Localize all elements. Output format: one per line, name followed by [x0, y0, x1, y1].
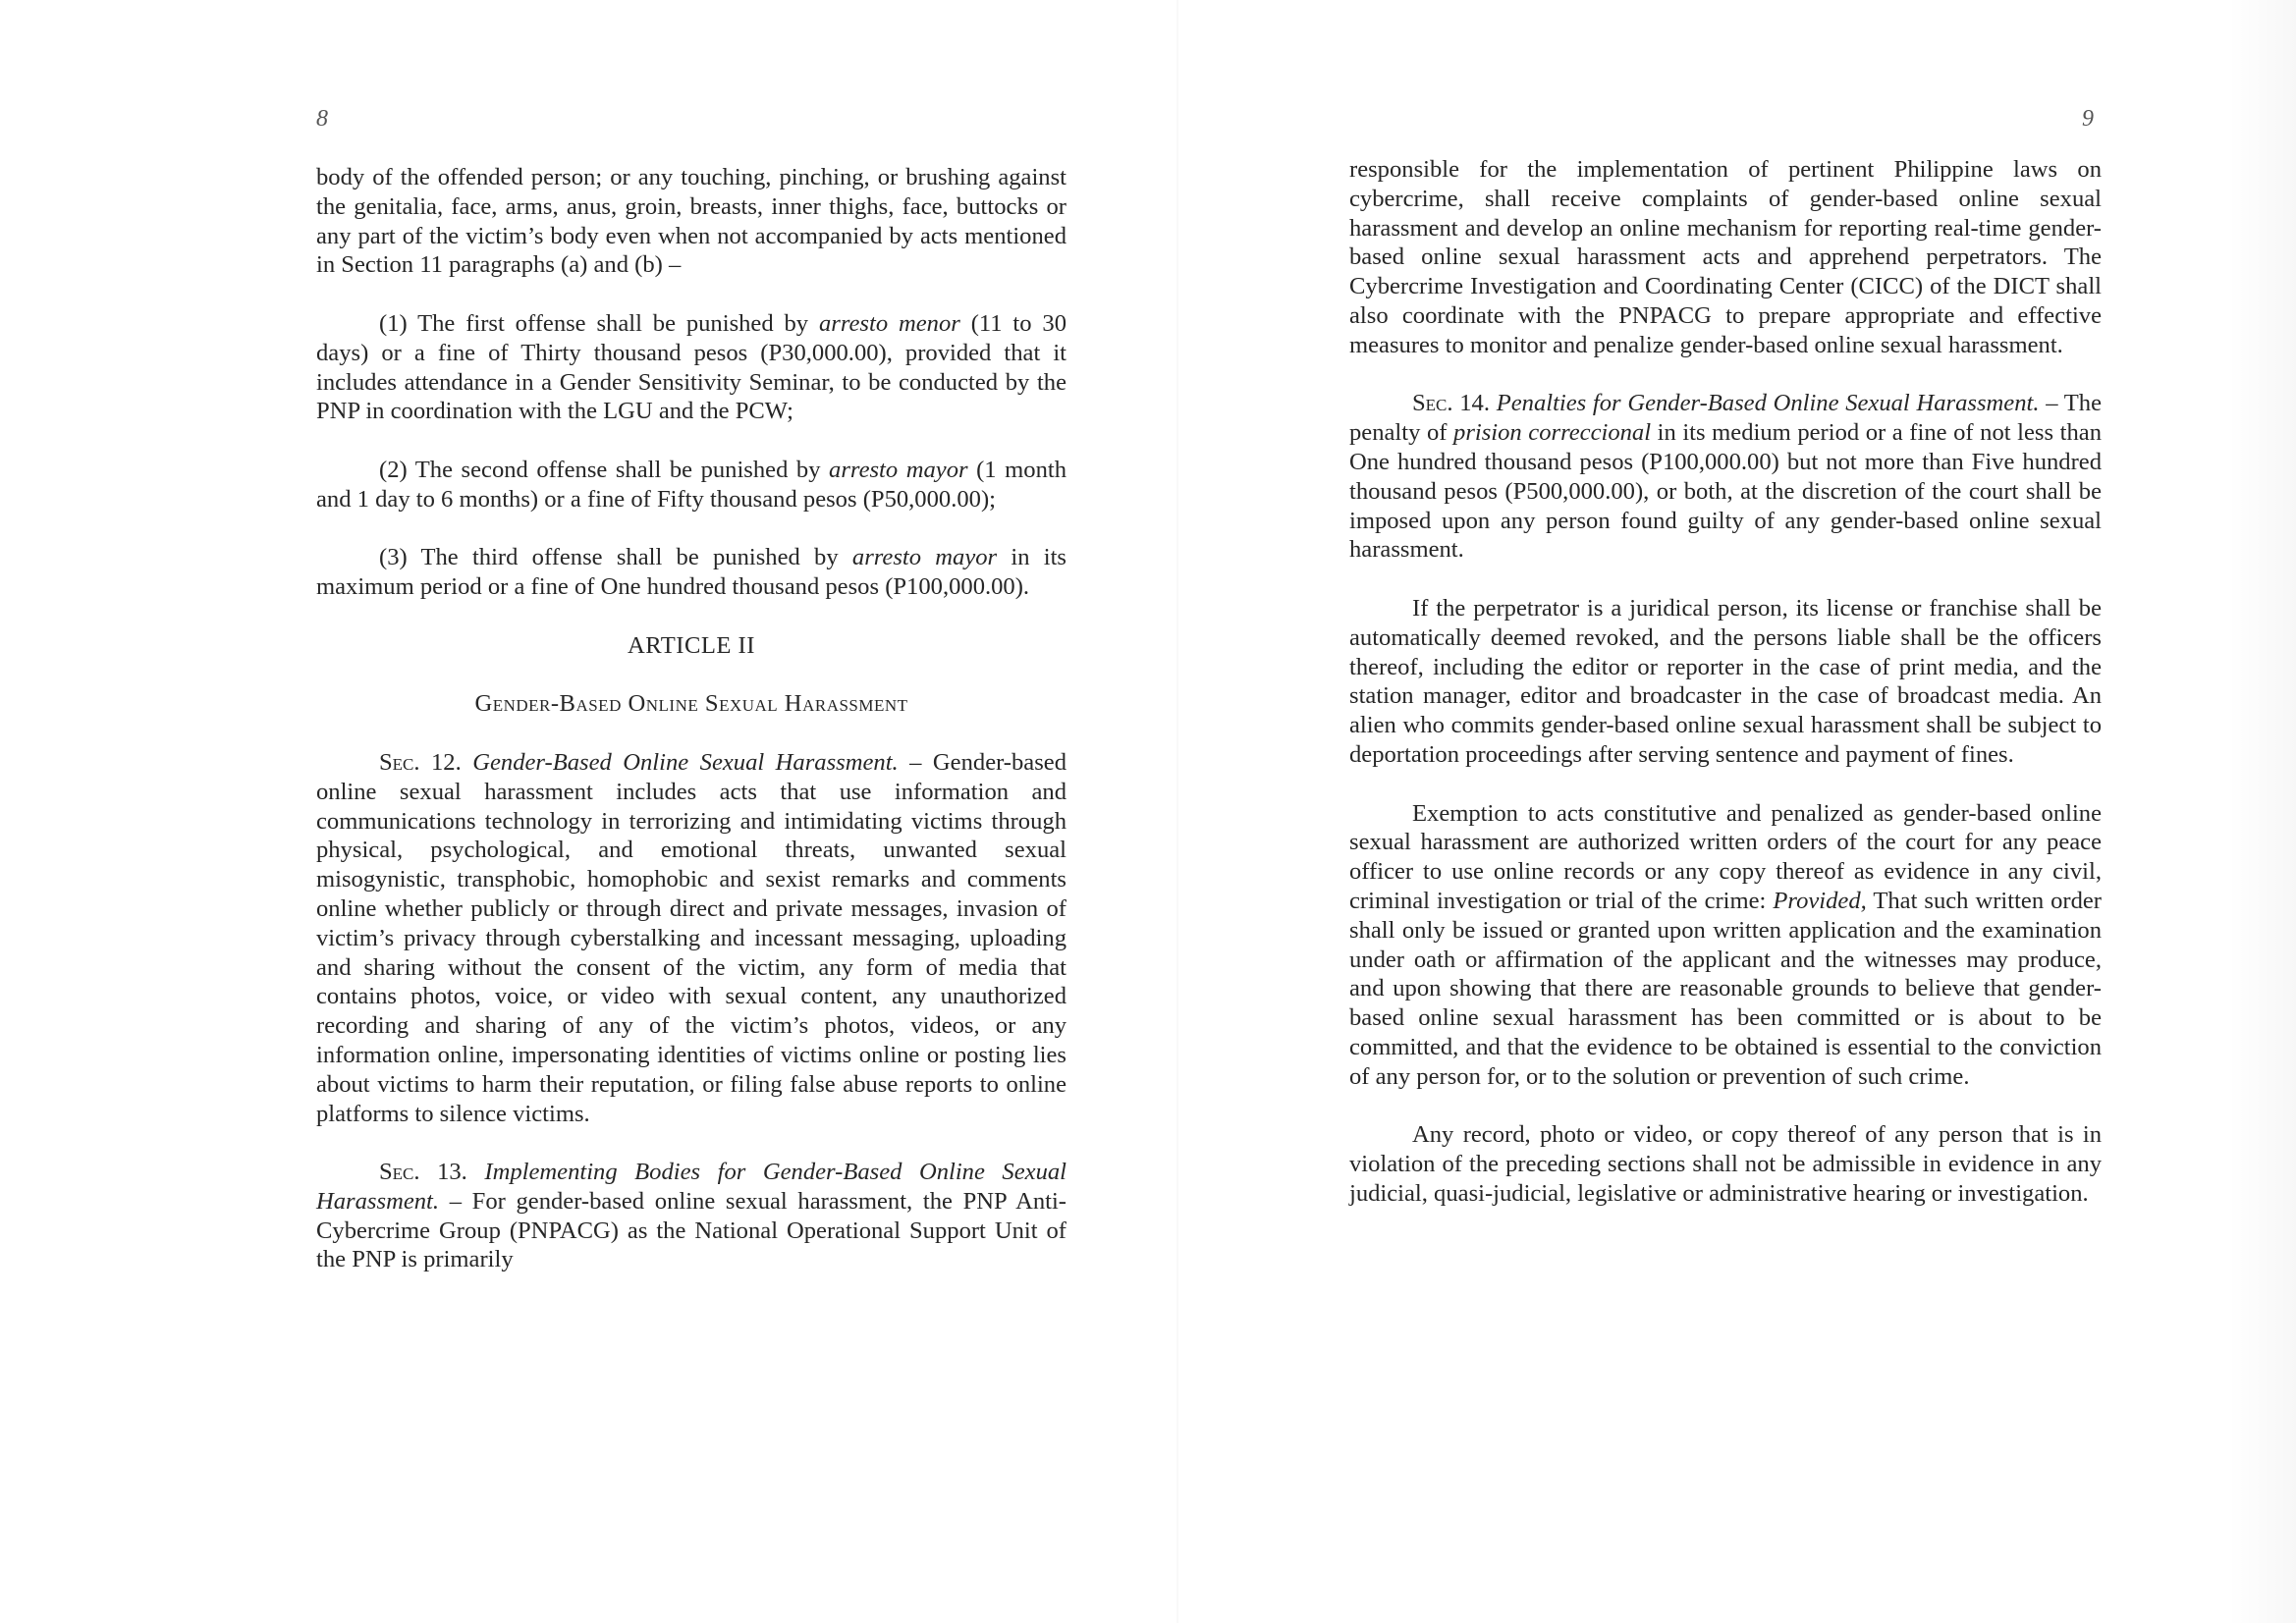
left-page-text — [316, 163, 1066, 1274]
scan-edge-shadow — [2227, 0, 2296, 1623]
article-subheading: Gender-Based Online Sexual Harassment — [474, 690, 908, 718]
page-number-right: 9 — [2082, 106, 2094, 132]
article-heading: ARTICLE II — [628, 631, 755, 659]
section-13: Sec. 13. Implementing Bodies for Gender-Based Online Sexual Harassment. – For gender-based online sexual harassment, the PNP Anti-Cybercrime Group (PNPACG) as the National Operational Support Unit of the PNP is primarily — [316, 1159, 1066, 1273]
penalty-item-2: (2) The second offense shall be punished by arresto mayor (1 month and 1 day to 6 months) or a fine of Fifty thousand pesos (P50,000.00); — [316, 456, 1066, 513]
section-12: Sec. 12. Gender-Based Online Sexual Harassment. – Gender-based online sexual harassment includes acts that use information and communications technology in terrorizing and intimidating victims through physical, psychological, and emotional threats, unwanted sexual misogynistic, transphobic, homophobic and sexist remarks and comments online whether publicly or through direct and private messages, invasion of victim’s privacy through cyberstalking and incessant messaging, uploading and sharing without the consent of the victim, any form of media that contains photos, voice, or video with sexual content, any unauthorized recording and sharing of any of the victim’s photos, videos, or any information online, impersonating identities of victims online or posting lies about victims to harm their reputation, or filing false abuse reports to online platforms to silence victims. — [316, 748, 1066, 1127]
paragraph-inadmissible-record: Any record, photo or video, or copy thereof of any person that is in violation of the preceding sections shall not be admissible in evidence in any judicial, quasi-judicial, legislative or administrative hearing or investigation. — [1349, 1121, 2102, 1207]
section-14: Sec. 14. Penalties for Gender-Based Online Sexual Harassment. – The penalty of prision correccional in its medium period or a fine of not less than One hundred thousand pesos (P100,000.00) but not more than Five hundred thousand pesos (P500,000.00), or both, at the discretion of the court shall be imposed upon any person found guilty of any gender-based online sexual harassment. — [1349, 390, 2102, 564]
page-number-left: 8 — [316, 106, 328, 132]
penalty-item-3: (3) The third offense shall be punished by arresto mayor in its maximum period or a fine of One hundred thousand pesos (P100,000.00). — [316, 544, 1066, 601]
penalty-item-1: (1) The first offense shall be punished by arresto menor (11 to 30 days) or a fine of Thirty thousand pesos (P30,000.00), provided that it includes attendance in a Gender Sensitivity Seminar, to be conducted by the PNP in coordination with the LGU and the PCW; — [316, 309, 1067, 425]
paragraph-continued: responsible for the implementation of pertinent Philippine laws on cybercrime, shall receive complaints of gender-based online sexual harassment and develop an online mechanism for reporting real-time gender-based online sexual harassment acts and apprehend perpetrators. The Cybercrime Investigation and Coordinating Center (CICC) of the DICT shall also coordinate with the PNPACG to prepare appropriate and effective measures to monitor and penalize gender-based online sexual harassment. — [1349, 156, 2102, 358]
paragraph-continued: body of the offended person; or any touching, pinching, or brushing against the genitalia, face, arms, anus, groin, breasts, inner thighs, face, buttocks or any part of the victim’s body even when not accompanied by acts mentioned in Section 11 paragraphs (a) and (b) – — [316, 164, 1066, 279]
paragraph-juridical-person: If the perpetrator is a juridical person, its license or franchise shall be automatically deemed revoked, and the persons liable shall be the officers thereof, including the editor or reporter in the case of print media, and the station manager, editor and broadcaster in the case of broadcast media. An alien who commits gender-based online sexual harassment shall be subject to deportation proceedings after serving sentence and payment of fines. — [1349, 594, 2102, 768]
paragraph-exemption: Exemption to acts constitutive and penalized as gender-based online sexual harassment are authorized written orders of the court for any peace officer to use online records or any copy thereof as evidence in any civil, criminal investigation or trial of the crime: Provided, That such written order shall only be issued or granted upon written application and the examination under oath or affirmation of the applicant and the witnesses may produce, and upon showing that there are reasonable grounds to believe that gender-based online sexual harassment has been committed or is about to be committed, and that the evidence to be obtained is essential to the conviction of any person for, or to the solution or prevention of such crime. — [1349, 799, 2103, 1090]
page-gutter — [1176, 0, 1178, 1623]
right-page-text — [1349, 155, 2102, 1209]
